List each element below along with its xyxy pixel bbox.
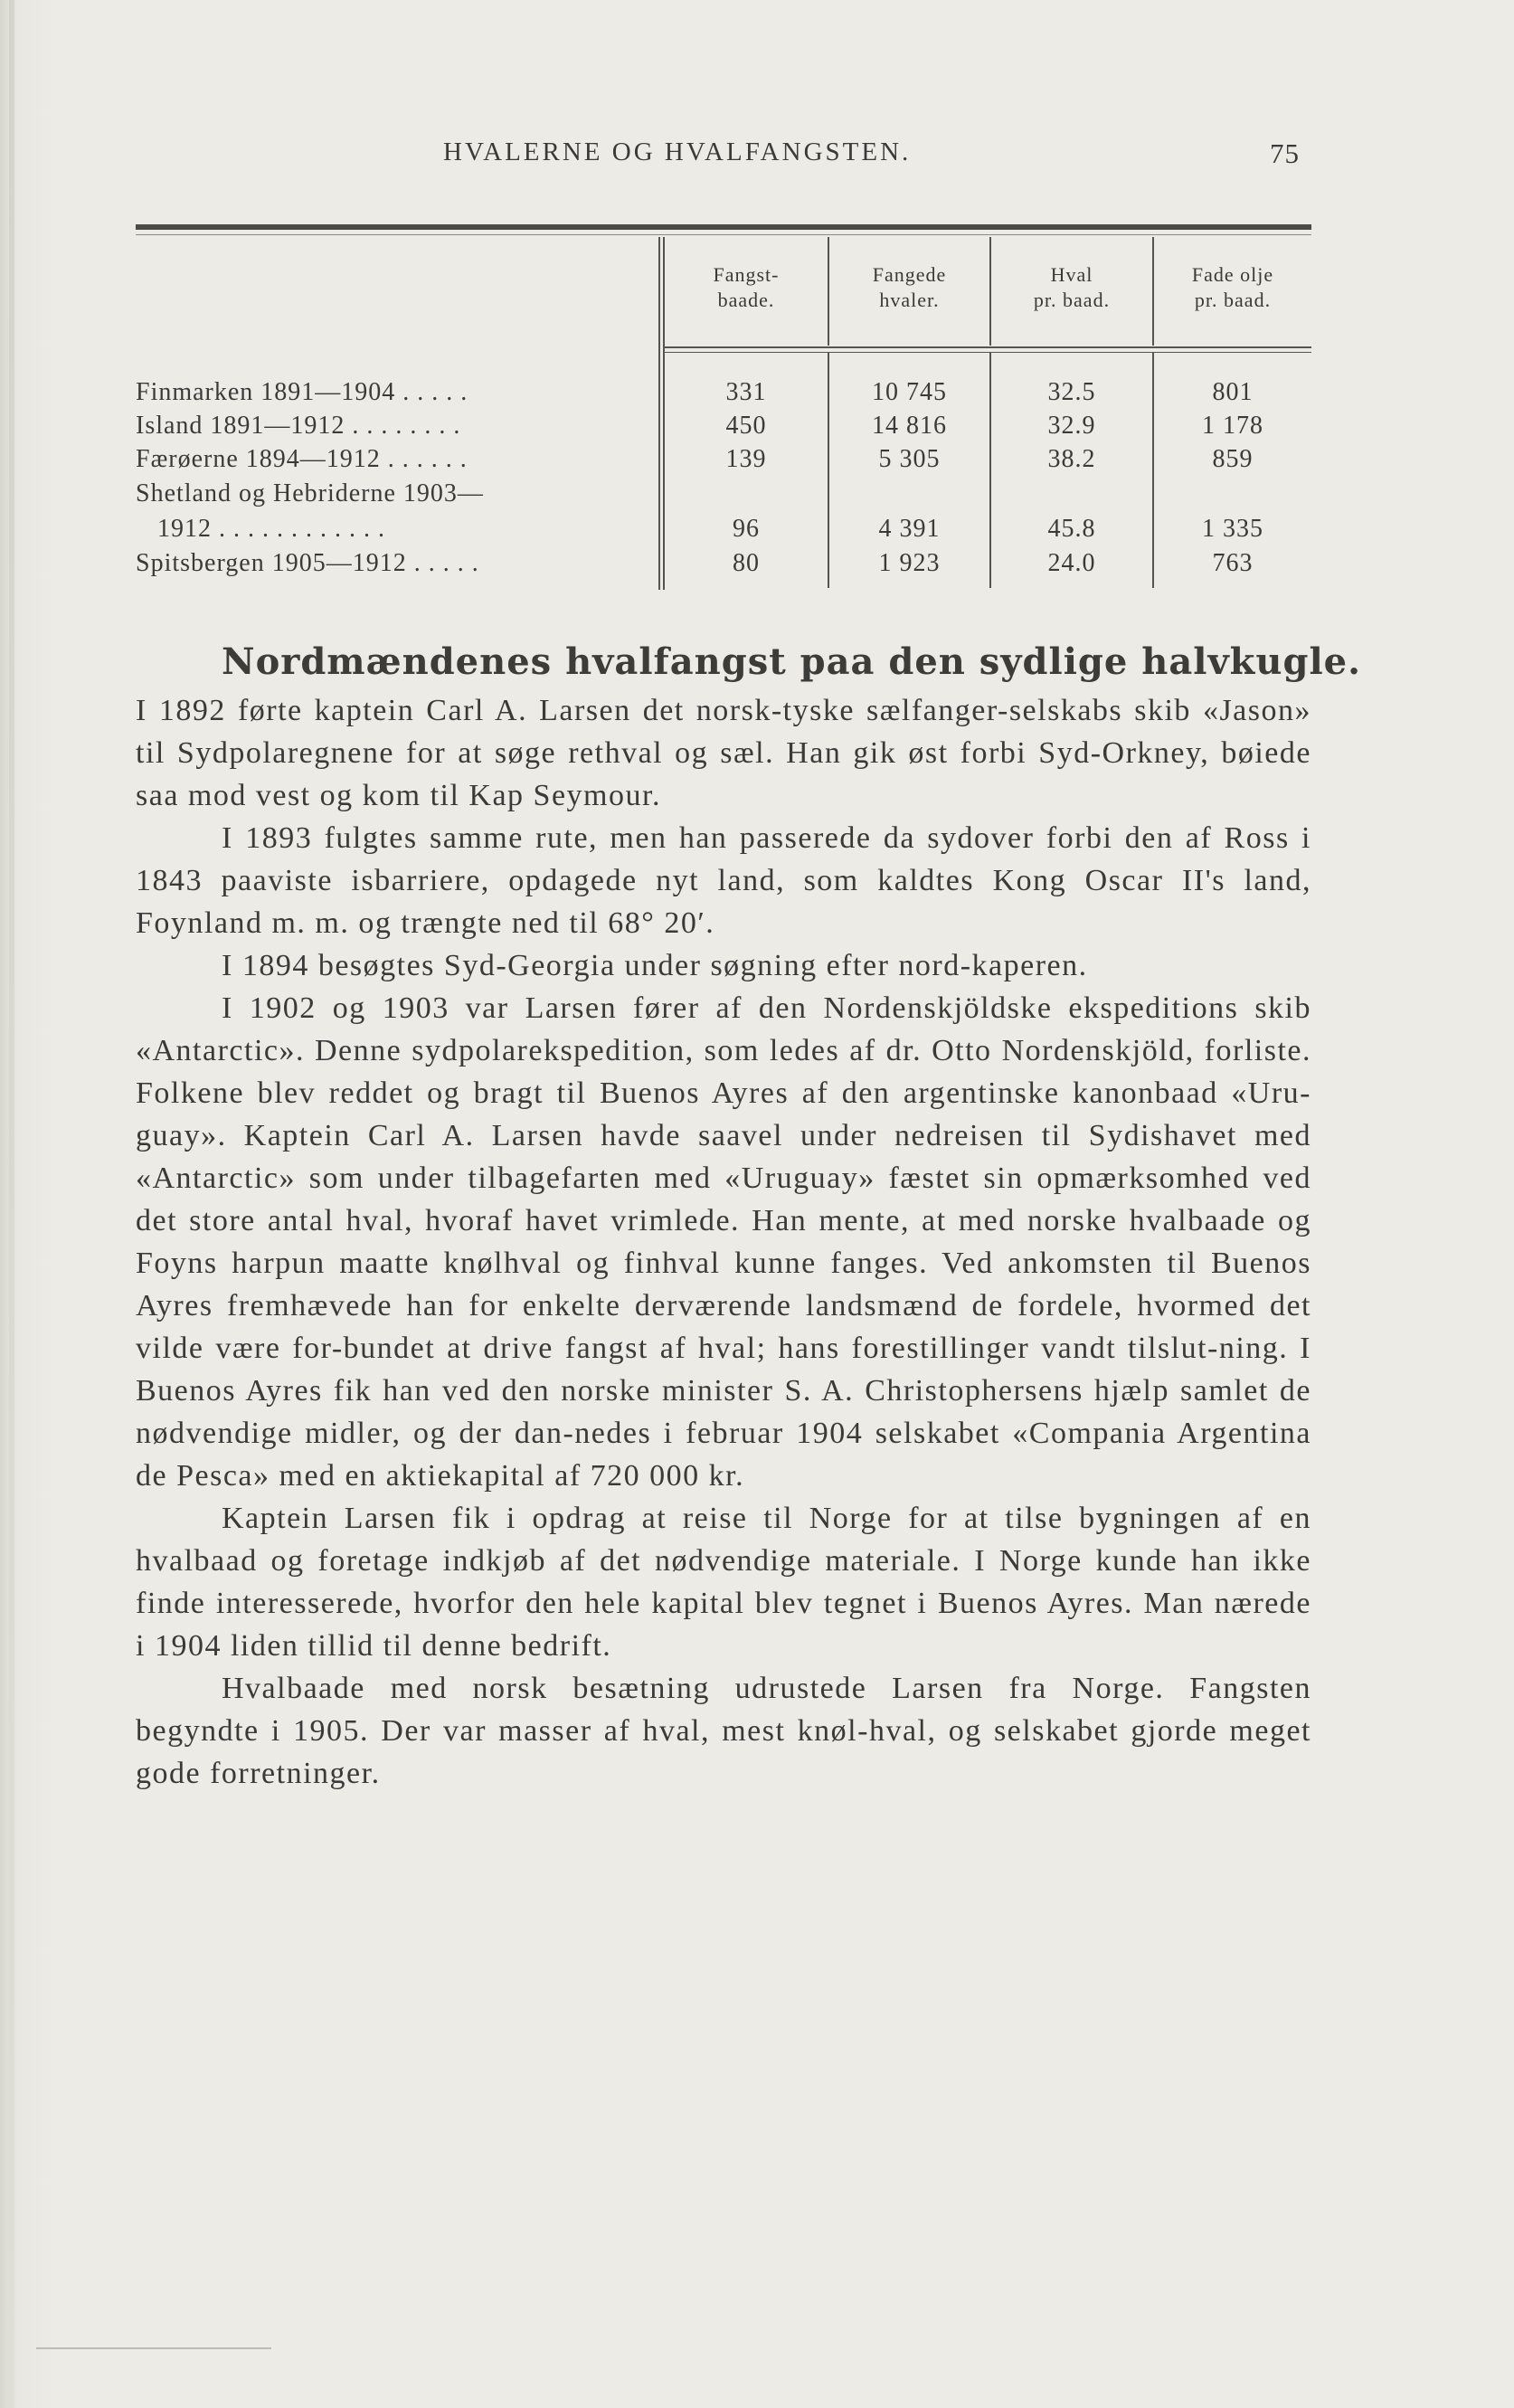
column-header-line: pr. baad. bbox=[1194, 289, 1272, 311]
section-heading: Nordmændenes hvalfangst paa den sydlige halvkugle. bbox=[222, 640, 1362, 683]
column-header-fade-olje bbox=[1154, 262, 1311, 313]
page-edge-shadow bbox=[9, 0, 14, 2408]
table-top-rule-thin bbox=[136, 234, 1311, 235]
header-rule-thin bbox=[663, 352, 1311, 353]
column-header-text bbox=[1154, 262, 1311, 313]
column-divider bbox=[658, 237, 660, 590]
paragraph: I 1902 og 1903 var Larsen fører af den Nordenskjöldske ekspeditions skib «Antarctic». Denne sydpolarekspedition, som ledes af dr. Otto Nordenskjöld, forliste. Folkene blev reddet og bragt til Buenos Ayres af den argentinske kanonbaad «Uru-guay». Kaptein Carl A. Larsen havde saavel under nedreisen til Sydishavet med «Antarctic» som under tilbagefarten med «Uruguay» fæstet sin opmærksomhed ved det store antal hval, hvoraf havet vrimlede. Han mente, at med norske hvalbaade og Foyns harpun maatte knølhval og finhval kunne fanges. Ved ankomsten til Buenos Ayres fremhævede han for enkelte derværende landsmænd de fordele, hvormed det vilde være for-bundet at drive fangst af hval; hans forestillinger vandt tilslut-ning. I Buenos Ayres fik han ved den norske minister S. A. Christophersens hjælp samlet de nødvendige midler, og der dan-nedes i februar 1904 selskabet «Compania Argentina de Pesca» med en aktiekapital af 720 000 kr. bbox=[136, 991, 1311, 1493]
column-header-text bbox=[829, 262, 989, 313]
paragraph: Hvalbaade med norsk besætning udrustede Larsen fra Norge. Fangsten begyndte i 1905. Der var masser af hval, mest knøl-hval, og selskabet gjorde meget gode forretninger. bbox=[136, 1672, 1311, 1790]
table-top-rule bbox=[136, 224, 1311, 230]
column-header-line: Fangst- bbox=[713, 263, 780, 286]
table-cell: 1 923 bbox=[878, 549, 941, 577]
column-header-fangede-hvaler bbox=[829, 262, 989, 313]
table-cell: 859 bbox=[1212, 445, 1254, 473]
table-cell: 45.8 bbox=[1047, 515, 1096, 543]
table-cell: 32.9 bbox=[1047, 412, 1096, 440]
column-header-line: baade. bbox=[717, 289, 775, 311]
page-number: 75 bbox=[1270, 137, 1300, 169]
table-row-label: Færøerne 1894—1912 . . . . . . bbox=[136, 445, 468, 473]
table-row-label: 1912 . . . . . . . . . . . . bbox=[136, 515, 385, 543]
column-header-line: hvaler. bbox=[879, 289, 940, 311]
column-header-line: pr. baad. bbox=[1033, 289, 1111, 311]
table-cell: 80 bbox=[733, 549, 760, 577]
table-cell: 1 178 bbox=[1202, 412, 1263, 440]
column-header-text bbox=[991, 262, 1152, 313]
whaling-statistics-table bbox=[136, 237, 1311, 599]
paragraph: I 1893 fulgtes samme rute, men han passerede da sydover forbi den af Ross i 1843 paaviste isbarriere, opdagede nyt land, som kaldtes Kong Oscar II's land, Foynland m. m. og trængte ned til 68° 20′. bbox=[136, 821, 1311, 940]
table-cell: 450 bbox=[725, 412, 767, 440]
table-cell: 139 bbox=[725, 445, 767, 473]
table-cell: 1 335 bbox=[1202, 515, 1263, 543]
column-header-hval-pr-baad bbox=[991, 262, 1152, 313]
header-rule bbox=[663, 346, 1311, 348]
table-cell: 10 745 bbox=[872, 378, 947, 406]
table-cell: 4 391 bbox=[878, 515, 941, 543]
column-header-text bbox=[665, 262, 828, 313]
table-cell: 32.5 bbox=[1047, 378, 1096, 406]
running-title: HVALERNE OG HVALFANGSTEN. bbox=[443, 137, 912, 166]
table-cell: 763 bbox=[1212, 549, 1254, 577]
running-header bbox=[0, 137, 1514, 174]
paragraph: I 1894 besøgtes Syd-Georgia under søgning efter nord-kaperen. bbox=[222, 949, 1088, 982]
table-row-label: Finmarken 1891—1904 . . . . . bbox=[136, 378, 468, 406]
table-cell: 14 816 bbox=[872, 412, 947, 440]
table-cell: 801 bbox=[1212, 378, 1254, 406]
body-text bbox=[136, 689, 1311, 1795]
table-cell: 5 305 bbox=[878, 445, 941, 473]
table-cell: 96 bbox=[733, 515, 760, 543]
table-cell: 331 bbox=[725, 378, 767, 406]
column-header-line: Fangede bbox=[872, 263, 947, 286]
table-row-label: Island 1891—1912 . . . . . . . . bbox=[136, 412, 461, 440]
table-row-label: Spitsbergen 1905—1912 . . . . . bbox=[136, 549, 479, 577]
column-header-line: Hval bbox=[1050, 263, 1093, 286]
page-mark bbox=[36, 2347, 271, 2349]
paragraph: Kaptein Larsen fik i opdrag at reise til Norge for at tilse bygningen af en hvalbaad og foretage indkjøb af det nødvendige materiale. I Norge kunde han ikke finde interesserede, hvorfor den hele kapital blev tegnet i Buenos Ayres. Man nærede i 1904 liden tillid til denne bedrift. bbox=[136, 1502, 1311, 1663]
column-header-fangstbaade bbox=[665, 262, 828, 313]
column-header-line: Fade olje bbox=[1191, 263, 1274, 286]
table-cell: 38.2 bbox=[1047, 445, 1096, 473]
table-row-label: Shetland og Hebriderne 1903— bbox=[136, 479, 484, 507]
paragraph: I 1892 førte kaptein Carl A. Larsen det norsk-tyske sælfanger-selskabs skib «Jason» til Sydpolaregnene for at søge rethval og sæl. Han gik øst forbi Syd-Orkney, bøiede saa mod vest og kom til Kap Seymour. bbox=[136, 694, 1311, 812]
table-cell: 24.0 bbox=[1047, 549, 1096, 577]
